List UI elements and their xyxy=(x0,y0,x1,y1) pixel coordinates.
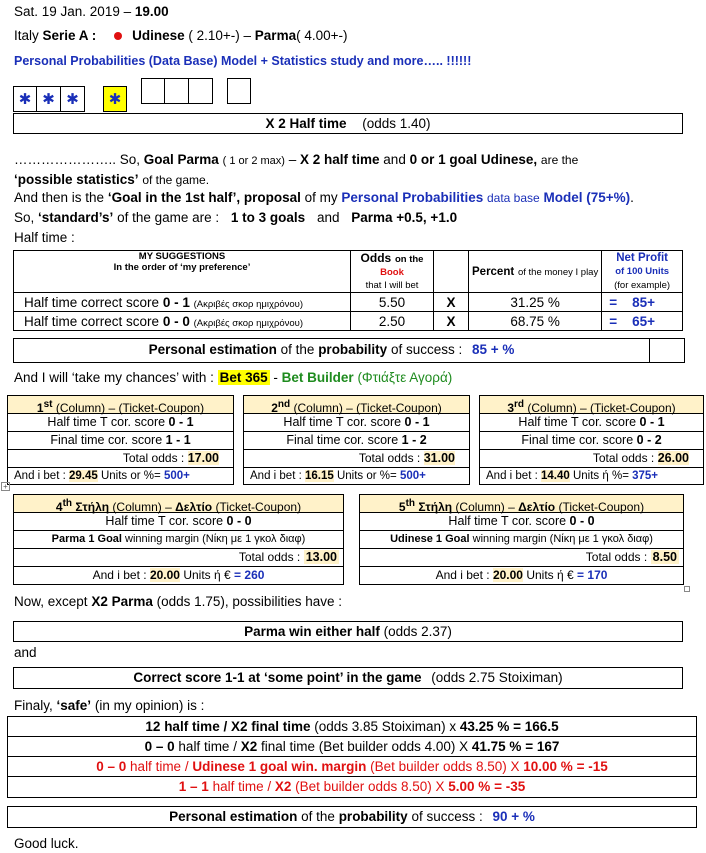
coupon-total-value: 8.50 xyxy=(652,550,677,564)
coupon-row xyxy=(14,531,343,549)
so: So, xyxy=(14,210,35,225)
chances-text: And I will ‘take my chances’ with : xyxy=(14,370,214,385)
estimation-value: 90 + % xyxy=(492,809,535,824)
away-odds: ( 4.00+-) xyxy=(296,28,348,43)
bet-builder-label: Bet Builder xyxy=(281,370,354,385)
coupon-total-value: 31.00 xyxy=(423,451,455,465)
coupon-greek: Στήλη xyxy=(418,500,453,514)
header-percent xyxy=(469,251,602,293)
safe-percent: 41.75 % xyxy=(471,739,522,754)
row-percent: 68.75 % xyxy=(469,312,602,331)
chances-dash: - xyxy=(273,370,278,385)
star-icon: ✱ xyxy=(13,86,37,112)
header-odds-bet: that I will bet xyxy=(365,280,419,291)
bet-builder-greek: (Φτιάξτε Αγορά) xyxy=(357,370,453,385)
goal-first-half: ‘Goal in the 1st half’, proposal xyxy=(107,190,301,205)
resize-handle-icon[interactable] xyxy=(684,586,690,592)
coupon-col: (Column) – xyxy=(112,500,172,514)
safe-half: half time / xyxy=(130,759,189,774)
safe-half: half time / xyxy=(178,739,237,754)
estimation-success: of success : xyxy=(390,342,463,357)
header-odds xyxy=(351,251,434,293)
estimation-success: of success : xyxy=(411,809,483,824)
coupon-bet-label: And i bet : xyxy=(14,470,66,482)
coupon-num: 3 xyxy=(507,401,515,415)
header-suggestions-sub: In the order of ‘my preference’ xyxy=(113,262,251,273)
safe-score: 0 – 0 xyxy=(96,759,127,774)
header-odds-book: Book xyxy=(380,267,404,278)
safe-result: = -15 xyxy=(576,759,608,774)
coupon-total xyxy=(360,549,683,567)
coupon-r1: Half time T cor. score xyxy=(105,514,224,528)
coupon-head-text: (Column) – (Ticket-Coupon) xyxy=(527,401,676,415)
table-header-row xyxy=(14,251,683,293)
safe-odds: final time (Bet builder odds 4.00) X xyxy=(261,739,469,754)
coupon-bet-units: 29.45 xyxy=(69,470,98,482)
star-icon-highlighted: ✱ xyxy=(103,86,127,112)
coupon-r1v: 0 - 1 xyxy=(639,415,665,429)
away-team: Parma xyxy=(254,28,297,43)
safe-odds: (odds 3.85 Stoiximan) x xyxy=(314,719,457,734)
coupon-bet-value: 170 xyxy=(587,568,608,582)
coupon-delt: Δελτίο xyxy=(518,500,556,514)
coupon-bet-units: 20.00 xyxy=(492,568,523,582)
coupon-total-value: 17.00 xyxy=(187,451,219,465)
coupon-r2v: 1 - 2 xyxy=(401,433,427,447)
coupon-bet-units-label: Units ή %= xyxy=(572,470,629,482)
coupon-tick: (Ticket-Coupon) xyxy=(558,500,645,514)
coupon-total-label: Total odds : xyxy=(238,550,301,564)
coupon-bet-value: 260 xyxy=(244,568,265,582)
red-dot-icon xyxy=(114,32,122,40)
coupon-bet-units: 16.15 xyxy=(305,470,334,482)
safe-result: = 167 xyxy=(525,739,560,754)
row-suggestion xyxy=(14,312,351,331)
home-odds: ( 2.10+-) – xyxy=(188,28,252,43)
goal-parma: Goal Parma xyxy=(143,152,219,167)
analysis-line-2 xyxy=(14,172,209,187)
coupon-tick: (Ticket-Coupon) xyxy=(215,500,302,514)
coupon-total-label: Total odds : xyxy=(122,451,185,465)
coupon-row xyxy=(244,432,469,450)
safe-market: X2 xyxy=(240,739,258,754)
estimation-of: of the xyxy=(301,809,335,824)
league-prefix: Italy xyxy=(14,28,39,43)
except-x2-parma: X2 Parma xyxy=(91,594,153,609)
max-goals: ( 1 or 2 max) xyxy=(222,155,285,167)
coupon-row xyxy=(480,432,703,450)
empty-box xyxy=(189,78,213,104)
coupon-total-label: Total odds : xyxy=(585,550,648,564)
data-base: data base xyxy=(486,191,540,205)
coupon-r1v: 0 - 1 xyxy=(404,415,430,429)
coupon-bet-units: 14.40 xyxy=(541,470,570,482)
coupon-bet-label: And i bet : xyxy=(486,470,538,482)
coupon-bet-value: 375+ xyxy=(632,470,659,482)
parma-win-half: Parma win either half xyxy=(244,624,380,639)
safe-percent: 10.00 % xyxy=(523,759,573,774)
move-handle-icon[interactable]: + xyxy=(1,482,10,491)
coupon-r2v: 1 - 1 xyxy=(165,433,191,447)
match-date: Sat. 19 Jan. 2019 – xyxy=(14,4,132,19)
coupon-row xyxy=(8,432,233,450)
estimation-label: Personal estimation xyxy=(169,809,298,824)
finaly-line xyxy=(14,698,204,713)
empty-box xyxy=(141,78,165,104)
header-profit xyxy=(602,251,683,293)
are-the: are the xyxy=(540,153,579,167)
row-x: X xyxy=(434,293,469,312)
coupon-num: 2 xyxy=(271,401,278,415)
safe-result: = 166.5 xyxy=(513,719,559,734)
except-odds: (odds 1.75), possibilities have : xyxy=(156,594,342,609)
coupon-bet-label: And i bet : xyxy=(435,568,490,582)
goals-udinese: 0 or 1 goal Udinese, xyxy=(409,152,538,167)
coupon-r1: Half time T cor. score xyxy=(518,415,637,429)
coupon-r1v: 0 - 0 xyxy=(226,514,252,528)
row-greek: (Ακριβές σκορ ημιχρόνου) xyxy=(193,298,304,310)
estimation-of: of the xyxy=(280,342,315,357)
of-my: of my xyxy=(304,190,338,205)
finaly-opinion: (in my opinion) is : xyxy=(94,698,205,713)
estimation-box-2 xyxy=(7,806,697,828)
header-percent-sub: of the money I play xyxy=(517,266,599,278)
model-title: Personal Probabilities (Data Base) Model + Statistics study and more….. !!!!!! xyxy=(14,54,472,68)
safe-odds: (Bet builder odds 8.50) X xyxy=(295,779,445,794)
coupon-row xyxy=(360,513,683,531)
safe-market: X2 xyxy=(274,779,292,794)
row-score: 0 - 0 xyxy=(162,313,190,329)
coupon-row xyxy=(480,414,703,432)
coupon-num: 1 xyxy=(36,401,44,415)
coupon-total-label: Total odds : xyxy=(358,451,421,465)
footer-good-luck: Good luck. xyxy=(14,836,79,851)
header-percent-title: Percent xyxy=(472,265,515,278)
row-label: Half time correct score xyxy=(24,294,160,310)
row-eq: = xyxy=(609,294,618,310)
safe-bet: 12 half time / X2 final time xyxy=(145,719,311,734)
and-separator: and xyxy=(14,645,37,660)
coupon-r2: winning margin (Νίκη με 1 γκολ διαφ) xyxy=(125,533,306,545)
safe-odds: (Bet builder odds 8.50) X xyxy=(370,759,520,774)
estimation-text-1 xyxy=(14,339,650,362)
safe-score: 0 – 0 xyxy=(144,739,175,754)
row-percent: 31.25 % xyxy=(469,293,602,312)
of-game-are: of the game are : xyxy=(117,210,220,225)
coupon-r2b: Udinese 1 Goal xyxy=(390,533,470,545)
coupon-row xyxy=(8,414,233,432)
goals-range: 1 to 3 goals xyxy=(230,210,306,225)
table-row xyxy=(14,312,683,331)
coupon-bet-label: And i bet : xyxy=(250,470,302,482)
coupon-r2: Final time cor. score xyxy=(50,433,163,447)
correct-score-box xyxy=(13,667,683,689)
coupon-row xyxy=(360,531,683,549)
coupon-bet xyxy=(244,468,469,485)
empty-box xyxy=(227,78,251,104)
match-date-line xyxy=(14,4,169,19)
coupon-r1: Half time T cor. score xyxy=(47,415,166,429)
coupon-sup: nd xyxy=(277,399,291,410)
coupon-sup: st xyxy=(43,399,53,410)
coupon-bet-value: 500+ xyxy=(399,470,426,482)
coupon-r2: Final time cor. score xyxy=(521,433,634,447)
except-text: Now, except xyxy=(14,594,88,609)
header-profit-sub: of 100 Units xyxy=(615,266,670,277)
and-then: And then is the xyxy=(14,190,105,205)
coupon-bet-units-label: Units ή € xyxy=(526,568,574,582)
finaly-text: Finaly, xyxy=(14,698,53,713)
coupon-bet-eq: = xyxy=(234,568,242,582)
safe-result: = -35 xyxy=(494,779,526,794)
and-word: and xyxy=(383,152,406,167)
coupon-header xyxy=(8,396,233,414)
estimation-box-1 xyxy=(13,338,685,363)
row-profit xyxy=(602,293,683,312)
possible-statistics: ‘possible statistics’ xyxy=(14,172,139,187)
row-profit xyxy=(602,312,683,331)
coupon-bet-eq: = xyxy=(577,568,585,582)
coupon-sup: th xyxy=(405,498,416,509)
league-name: Serie A : xyxy=(42,28,97,43)
coupon-bet xyxy=(14,567,343,584)
header-profit-title: Net Profit xyxy=(616,252,668,264)
x2-half: X 2 half time xyxy=(300,152,380,167)
estimation-value: 85 + % xyxy=(472,342,515,357)
coupon-r1: Half time T cor. score xyxy=(283,415,402,429)
row-label: Half time correct score xyxy=(24,313,160,329)
of-the-game: of the game. xyxy=(142,173,210,187)
row-greek: (Ακριβές σκορ ημιχρόνου) xyxy=(193,317,304,329)
header-odds-title: Odds xyxy=(360,251,392,265)
home-team: Udinese xyxy=(132,28,185,43)
coupon-bet-value: 500+ xyxy=(163,470,190,482)
header-suggestions xyxy=(14,251,351,293)
estimation-prob: probability xyxy=(318,342,388,357)
coupon-r2: winning margin (Νίκη με 1 γκολ διαφ) xyxy=(472,533,653,545)
model-word: Model xyxy=(543,190,583,205)
estimation-prob: probability xyxy=(338,809,408,824)
analysis-line-1 xyxy=(14,152,578,167)
coupon-r2v: 0 - 2 xyxy=(636,433,662,447)
coupon-row xyxy=(244,414,469,432)
rating-boxes xyxy=(13,78,251,108)
row-odds: 5.50 xyxy=(351,293,434,312)
coupon-sup: th xyxy=(62,498,73,509)
coupon-1 xyxy=(7,395,234,485)
coupon-total xyxy=(244,450,469,468)
model-percent: (75+%) xyxy=(586,190,631,205)
coupon-total xyxy=(480,450,703,468)
coupon-4 xyxy=(13,494,344,585)
coupon-bet-units: 20.00 xyxy=(149,568,180,582)
coupon-2 xyxy=(243,395,470,485)
header-suggestions-title: MY SUGGESTIONS xyxy=(138,251,226,262)
coupon-bet-units-label: Units ή € xyxy=(183,568,231,582)
parma-win-half-odds: (odds 2.37) xyxy=(383,624,452,639)
coupon-row xyxy=(14,513,343,531)
coupon-header xyxy=(244,396,469,414)
coupon-bet-label: And i bet : xyxy=(92,568,147,582)
dash: – xyxy=(288,152,297,167)
coupon-delt: Δελτίο xyxy=(175,500,213,514)
safe-row-2 xyxy=(7,736,697,757)
row-odds: 2.50 xyxy=(351,312,434,331)
star-icon: ✱ xyxy=(61,86,85,112)
coupon-3 xyxy=(479,395,704,485)
analysis-line-4 xyxy=(14,210,457,225)
coupon-r1: Half time T cor. score xyxy=(448,514,567,528)
safe-row-1 xyxy=(7,716,697,737)
coupon-bet-units-label: Units or %= xyxy=(336,470,397,482)
main-tip-box xyxy=(13,113,683,134)
table-row xyxy=(14,293,683,312)
header-profit-example: (for example) xyxy=(614,280,671,291)
chances-line xyxy=(14,370,452,385)
coupon-num: 4 xyxy=(55,500,63,514)
coupon-header xyxy=(480,396,703,414)
estimation-label: Personal estimation xyxy=(148,342,277,357)
coupon-num: 5 xyxy=(398,500,406,514)
coupon-total-label: Total odds : xyxy=(592,451,655,465)
main-tip: X 2 Half time xyxy=(265,116,347,131)
coupon-bet xyxy=(480,468,703,485)
standards: ‘standard’s’ xyxy=(38,210,114,225)
coupon-r2b: Parma 1 Goal xyxy=(51,533,122,545)
bet365-label: Bet 365 xyxy=(219,370,268,385)
coupon-r1v: 0 - 1 xyxy=(168,415,194,429)
and-word-2: and xyxy=(316,210,340,225)
row-eq: = xyxy=(609,313,618,329)
coupon-bet-units-label: Units or %= xyxy=(100,470,161,482)
safe-row-4 xyxy=(7,776,697,798)
analysis-line-3: And then is the ‘Goal in the 1st half’, proposal of my Personal Probabilities data base Model (75+%). xyxy=(14,190,634,205)
safe-row-3 xyxy=(7,756,697,777)
empty-box xyxy=(165,78,189,104)
coupon-r2: Final time cor. score xyxy=(286,433,399,447)
safe-word: ‘safe’ xyxy=(56,698,92,713)
personal-probabilities: Personal Probabilities xyxy=(341,190,484,205)
safe-market: Udinese 1 goal win. margin xyxy=(192,759,367,774)
main-tip-odds: (odds 1.40) xyxy=(362,116,431,131)
coupon-total-value: 13.00 xyxy=(305,550,337,564)
coupon-header xyxy=(14,495,343,513)
coupon-head-text: (Column) – (Ticket-Coupon) xyxy=(293,401,442,415)
header-odds-on: on the xyxy=(394,254,424,265)
coupon-bet xyxy=(8,468,233,485)
star-icon: ✱ xyxy=(37,86,61,112)
coupon-greek: Στήλη xyxy=(75,500,110,514)
safe-percent: 43.25 % xyxy=(459,719,510,734)
coupon-header xyxy=(360,495,683,513)
match-teams-line xyxy=(14,28,347,43)
row-suggestion xyxy=(14,293,351,312)
coupon-total-value: 26.00 xyxy=(657,451,689,465)
dots: ………………….. So, xyxy=(14,152,141,167)
match-time: 19.00 xyxy=(134,4,169,19)
correct-score-odds: (odds 2.75 Stoiximan) xyxy=(431,670,563,685)
coupon-total xyxy=(14,549,343,567)
parma-win-half-box xyxy=(13,621,683,642)
half-time-label: Half time : xyxy=(14,230,75,245)
row-x: X xyxy=(434,312,469,331)
safe-score: 1 – 1 xyxy=(178,779,209,794)
coupon-col: (Column) – xyxy=(455,500,515,514)
coupon-bet xyxy=(360,567,683,584)
safe-half: half time / xyxy=(212,779,272,794)
row-profit-value: 65+ xyxy=(632,313,655,329)
row-score: 0 - 1 xyxy=(162,294,190,310)
coupon-sup: rd xyxy=(514,399,525,410)
coupon-total xyxy=(8,450,233,468)
safe-percent: 5.00 % xyxy=(448,779,491,794)
coupon-r1v: 0 - 0 xyxy=(569,514,595,528)
row-profit-value: 85+ xyxy=(632,294,655,310)
header-x xyxy=(434,251,469,293)
parma-handicap: Parma +0.5, +1.0 xyxy=(351,210,458,225)
coupon-5 xyxy=(359,494,684,585)
except-line xyxy=(14,594,342,609)
correct-score: Correct score 1-1 at ‘some point’ in the game xyxy=(133,670,422,685)
coupon-head-text: (Column) – (Ticket-Coupon) xyxy=(55,401,205,415)
suggestions-table xyxy=(13,250,683,331)
